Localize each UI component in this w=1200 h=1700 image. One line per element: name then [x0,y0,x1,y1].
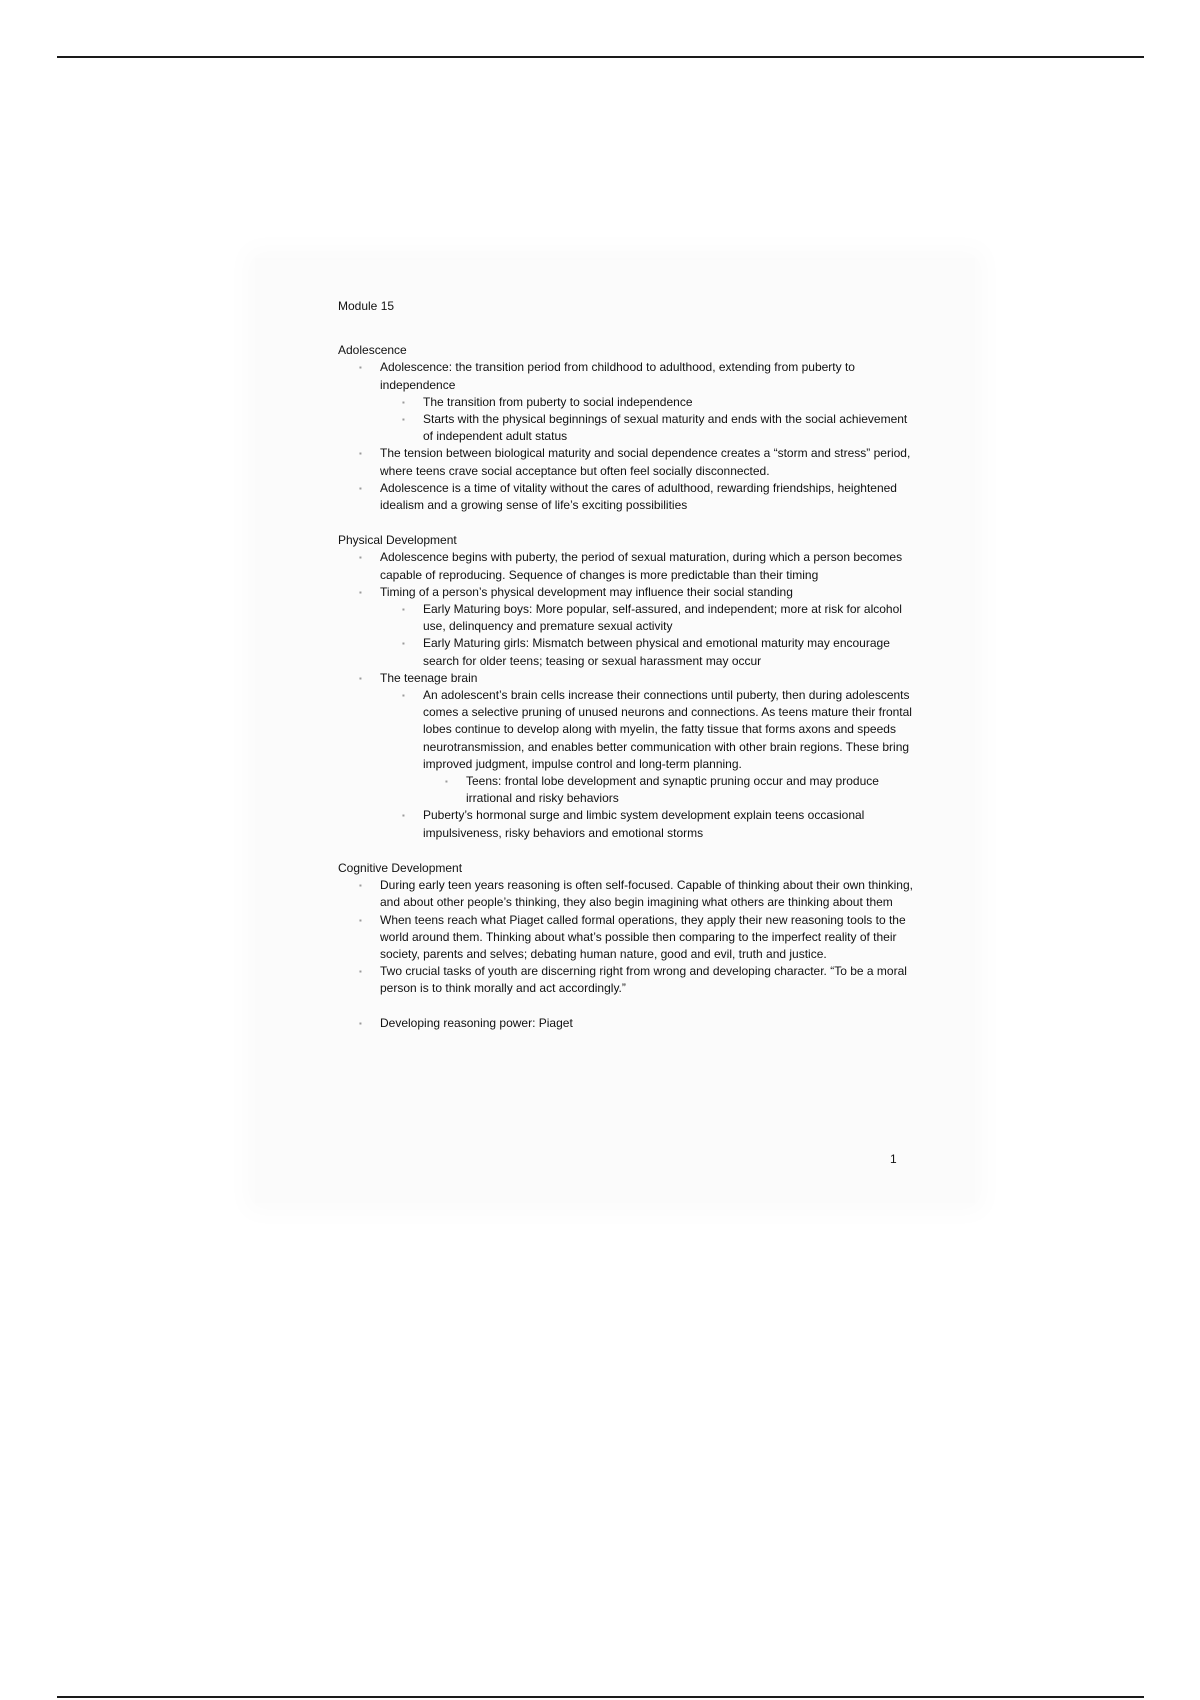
list-item [402,687,918,807]
bullet-icon: ▪ [359,449,362,459]
bullet-list [338,549,918,841]
page-content [338,298,918,1050]
list-item-text: Starts with the physical beginnings of sexual maturity and ends with the social achievement of independent adult status [423,412,908,444]
list-item [359,670,918,842]
list-item-text: The transition from puberty to social independence [423,394,693,409]
section-adolescence [338,342,918,514]
bullet-icon: ▪ [359,967,362,977]
bullet-icon: ▪ [359,915,362,925]
list-item-text: The tension between biological maturity and social dependence creates a “storm and stress” period, where teens crave social acceptance but often feel socially disconnected. [380,446,911,478]
section-title: Adolescence [338,343,407,358]
bullet-list [338,359,918,514]
list-item-text: Early Maturing girls: Mismatch between physical and emotional maturity may encourage search for older teens; teasing or sexual harassment may occur [423,636,890,668]
list-item-text: Adolescence: the transition period from childhood to adulthood, extending from puberty to independence [380,360,855,392]
list-item [359,877,918,911]
bullet-icon: ▪ [402,691,405,701]
bullet-icon: ▪ [359,587,362,597]
list-item-text: Developing reasoning power: Piaget [380,1015,573,1030]
list-item [402,411,918,445]
list-item-text: Adolescence begins with puberty, the period of sexual maturation, during which a person becomes capable of reproducing. Sequence of changes is more predictable than their timing [380,550,903,582]
section-title: Cognitive Development [338,860,463,875]
list-item [359,1015,918,1032]
bullet-icon: ▪ [402,639,405,649]
list-item-text: During early teen years reasoning is often self-focused. Capable of thinking about their own thinking, and about other people’s thinking, they also begin imagining what others are thinking about them [380,878,913,910]
section-cognitive-development [338,860,918,1032]
bottom-rule [57,1696,1144,1698]
list-item [402,807,918,841]
bullet-list [338,877,918,1032]
list-item [359,584,918,670]
list-item-text: Puberty’s hormonal surge and limbic system development explain teens occasional impulsiveness, risky behaviors and emotional storms [423,808,865,840]
sub-bullet-list [380,687,918,842]
bullet-icon: ▪ [359,881,362,891]
list-item-text: Timing of a person’s physical development may influence their social standing [380,584,793,599]
section-title: Physical Development [338,533,457,548]
bullet-icon: ▪ [359,673,362,683]
bullet-icon: ▪ [359,553,362,563]
page-number: 1 [890,1152,897,1166]
list-item [402,635,918,669]
bullet-icon: ▪ [359,363,362,373]
top-rule [57,56,1144,58]
section-physical-development [338,532,918,842]
sub-bullet-list [380,601,918,670]
bullet-icon: ▪ [402,415,405,425]
bullet-icon: ▪ [402,397,405,407]
sub-sub-bullet-list [423,773,918,807]
list-item [359,480,918,514]
bullet-icon: ▪ [445,777,448,787]
document-page [255,258,975,1203]
list-item [445,773,918,807]
list-item-text: Two crucial tasks of youth are discerning right from wrong and developing character. “To be a moral person is to think morally and act accordingly.” [380,964,907,996]
list-item-text: An adolescent’s brain cells increase their connections until puberty, then during adolescents comes a selective pruning of unused neurons and connections. As teens mature their frontal lobes continue to develop along with myelin, the fatty tissue that forms axons and speeds neurotransmission, and enables better communication with other brain regions. These bring improved judgment, impulse control and long-term planning. [423,688,912,771]
bullet-icon: ▪ [402,605,405,615]
list-item [359,963,918,997]
list-item [402,601,918,635]
sub-bullet-list [380,394,918,446]
list-item-text: Early Maturing boys: More popular, self-assured, and independent; more at risk for alcohol use, delinquency and premature sexual activity [423,602,902,634]
list-item [359,445,918,479]
list-item [359,359,918,445]
module-title: Module 15 [338,299,395,313]
list-item-text: The teenage brain [380,670,478,685]
list-item-text: Adolescence is a time of vitality without the cares of adulthood, rewarding friendships, heightened idealism and a growing sense of life’s exciting possibilities [380,480,897,513]
bullet-icon: ▪ [359,483,362,493]
list-item-text: When teens reach what Piaget called formal operations, they apply their new reasoning tools to the world around them. Thinking about what’s possible then comparing to the imperfect reality of their society, parents and selves; debating human nature, good and evil, truth and justice. [380,912,906,961]
bullet-icon: ▪ [359,1018,362,1028]
bullet-icon: ▪ [402,811,405,821]
list-item [402,394,918,411]
list-item [359,549,918,583]
list-item [359,912,918,964]
list-item-text: Teens: frontal lobe development and synaptic pruning occur and may produce irrational and risky behaviors [466,774,879,806]
